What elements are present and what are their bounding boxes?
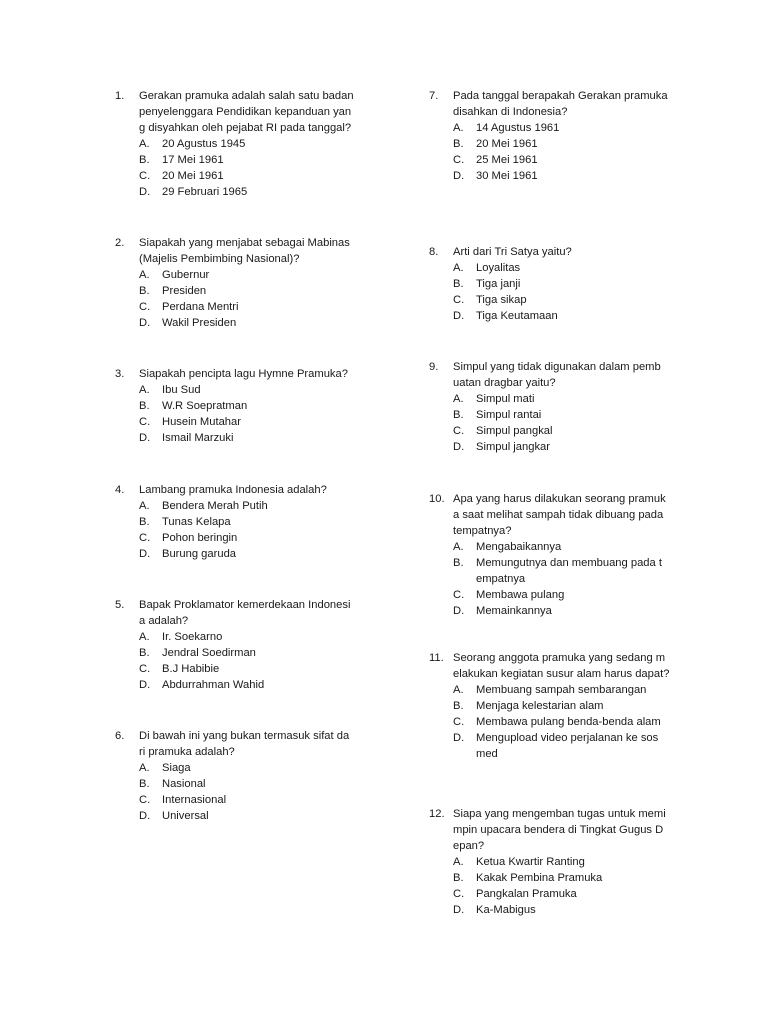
option-letter: B. bbox=[139, 285, 150, 297]
question-number: 9. bbox=[429, 361, 439, 373]
option-text-line: 30 Mei 1961 bbox=[476, 170, 538, 182]
option-letter: B. bbox=[453, 138, 464, 150]
option-text-line: med bbox=[476, 748, 498, 760]
question-text-line: Lambang pramuka Indonesia adalah? bbox=[139, 484, 327, 496]
question-text-line: mpin upacara bendera di Tingkat Gugus D bbox=[453, 824, 664, 836]
answer-option bbox=[429, 539, 666, 555]
option-letter: B. bbox=[453, 700, 464, 712]
option-letter: B. bbox=[453, 409, 464, 421]
option-text-line: Husein Mutahar bbox=[162, 416, 241, 428]
option-text bbox=[162, 168, 224, 184]
question-stem bbox=[115, 597, 350, 629]
question-text-line: Siapa yang mengemban tugas untuk memi bbox=[453, 808, 666, 820]
option-text-line: Kakak Pembina Pramuka bbox=[476, 872, 603, 884]
option-text-line: Burung garuda bbox=[162, 548, 237, 560]
question-item bbox=[429, 491, 666, 619]
question-stem bbox=[115, 728, 349, 760]
option-letter: A. bbox=[139, 269, 150, 281]
question-item bbox=[115, 366, 348, 446]
option-text bbox=[476, 555, 662, 587]
answer-option bbox=[115, 498, 327, 514]
option-text bbox=[476, 407, 541, 423]
answer-option bbox=[115, 776, 349, 792]
option-text-line: Memainkannya bbox=[476, 605, 552, 617]
answer-option bbox=[115, 792, 349, 808]
answer-option bbox=[429, 870, 666, 886]
answer-option bbox=[429, 136, 668, 152]
option-text-line: Wakil Presiden bbox=[162, 317, 237, 329]
option-text bbox=[476, 308, 558, 324]
question-number: 8. bbox=[429, 246, 439, 258]
question-text bbox=[139, 366, 348, 382]
option-text bbox=[476, 886, 577, 902]
option-text-line: Memungutnya dan membuang pada t bbox=[476, 557, 662, 569]
option-letter: B. bbox=[139, 154, 150, 166]
answer-option bbox=[429, 308, 572, 324]
option-letter: D. bbox=[453, 170, 465, 182]
question-text bbox=[139, 482, 327, 498]
answer-option bbox=[429, 407, 661, 423]
answer-option bbox=[115, 514, 327, 530]
option-text-line: 20 Mei 1961 bbox=[162, 170, 224, 182]
option-letter: C. bbox=[139, 301, 151, 313]
option-text-line: Ka-Mabigus bbox=[476, 904, 536, 916]
option-letter: C. bbox=[139, 794, 151, 806]
option-letter: A. bbox=[453, 541, 464, 553]
option-letter: B. bbox=[453, 872, 464, 884]
option-text-line: Simpul rantai bbox=[476, 409, 542, 421]
answer-option bbox=[115, 152, 354, 168]
option-text-line: Presiden bbox=[162, 285, 207, 297]
answer-option bbox=[115, 299, 350, 315]
option-text bbox=[162, 283, 206, 299]
option-text-line: Nasional bbox=[162, 778, 206, 790]
option-text bbox=[162, 152, 224, 168]
option-text bbox=[476, 870, 602, 886]
question-text-line: penyelenggara Pendidikan kepanduan yan bbox=[139, 106, 352, 118]
answer-option bbox=[115, 267, 350, 283]
question-text-line: Di bawah ini yang bukan termasuk sifat da bbox=[139, 730, 350, 742]
option-text bbox=[162, 414, 241, 430]
option-text-line: Menjaga kelestarian alam bbox=[476, 700, 604, 712]
option-text-line: W.R Soepratman bbox=[162, 400, 248, 412]
answer-option bbox=[429, 439, 661, 455]
option-text-line: Mengabaikannya bbox=[476, 541, 562, 553]
option-letter: D. bbox=[453, 732, 465, 744]
option-letter: C. bbox=[139, 532, 151, 544]
option-text-line: 17 Mei 1961 bbox=[162, 154, 224, 166]
question-text-line: elakukan kegiatan susur alam harus dapat? bbox=[453, 668, 670, 680]
option-letter: D. bbox=[139, 186, 151, 198]
option-letter: C. bbox=[453, 294, 465, 306]
option-text-line: Ir. Soekarno bbox=[162, 631, 223, 643]
answer-option bbox=[429, 391, 661, 407]
option-text-line: Tunas Kelapa bbox=[162, 516, 231, 528]
option-letter: B. bbox=[453, 278, 464, 290]
option-text bbox=[476, 587, 564, 603]
answer-option bbox=[429, 587, 666, 603]
question-number: 1. bbox=[115, 90, 125, 102]
option-text bbox=[476, 539, 561, 555]
answer-option bbox=[429, 854, 666, 870]
question-text bbox=[453, 88, 668, 120]
option-text bbox=[162, 776, 206, 792]
option-text bbox=[476, 168, 538, 184]
option-text bbox=[476, 120, 559, 136]
answer-option bbox=[429, 902, 666, 918]
option-text-line: Ibu Sud bbox=[162, 384, 201, 396]
option-text-line: Ismail Marzuki bbox=[162, 432, 234, 444]
option-text bbox=[476, 391, 534, 407]
answer-option bbox=[115, 382, 348, 398]
option-letter: A. bbox=[453, 262, 464, 274]
option-text bbox=[162, 398, 247, 414]
option-text-line: 20 Agustus 1945 bbox=[162, 138, 246, 150]
option-text bbox=[162, 760, 191, 776]
question-text-line: Siapakah yang menjabat sebagai Mabinas bbox=[139, 237, 350, 249]
question-item bbox=[115, 597, 350, 693]
question-number: 3. bbox=[115, 368, 125, 380]
option-text bbox=[162, 629, 222, 645]
option-letter: B. bbox=[139, 400, 150, 412]
question-text-line: Seorang anggota pramuka yang sedang m bbox=[453, 652, 666, 664]
option-text-line: Simpul jangkar bbox=[476, 441, 550, 453]
option-text bbox=[162, 661, 219, 677]
answer-option bbox=[115, 546, 327, 562]
question-text-line: Simpul yang tidak digunakan dalam pemb bbox=[453, 361, 661, 373]
question-text-line: tempatnya? bbox=[453, 525, 512, 537]
option-text bbox=[162, 677, 264, 693]
question-text-line: Gerakan pramuka adalah salah satu badan bbox=[139, 90, 354, 102]
question-stem bbox=[429, 244, 572, 260]
option-letter: D. bbox=[139, 317, 151, 329]
question-stem bbox=[115, 88, 354, 136]
question-text-line: uatan dragbar yaitu? bbox=[453, 377, 556, 389]
question-text bbox=[453, 806, 666, 854]
question-item bbox=[115, 482, 327, 562]
option-letter: A. bbox=[139, 384, 150, 396]
option-text bbox=[162, 808, 209, 824]
option-text-line: empatnya bbox=[476, 573, 526, 585]
answer-option bbox=[429, 260, 572, 276]
option-text-line: Gubernur bbox=[162, 269, 210, 281]
question-text-line: Pada tanggal berapakah Gerakan pramuka bbox=[453, 90, 668, 102]
answer-option bbox=[115, 645, 350, 661]
question-number: 4. bbox=[115, 484, 125, 496]
option-letter: D. bbox=[453, 605, 465, 617]
question-item bbox=[429, 244, 572, 324]
option-letter: C. bbox=[453, 425, 465, 437]
option-letter: C. bbox=[453, 154, 465, 166]
question-stem bbox=[429, 88, 668, 120]
answer-option bbox=[115, 808, 349, 824]
option-letter: C. bbox=[139, 416, 151, 428]
answer-option bbox=[115, 760, 349, 776]
question-item bbox=[115, 728, 349, 824]
option-text bbox=[476, 603, 552, 619]
option-text bbox=[476, 260, 520, 276]
option-letter: A. bbox=[453, 393, 464, 405]
question-text-line: g disyahkan oleh pejabat RI pada tanggal? bbox=[139, 122, 352, 134]
option-text-line: Tiga Keutamaan bbox=[476, 310, 558, 322]
question-text-line: a adalah? bbox=[139, 615, 189, 627]
answer-option bbox=[429, 603, 666, 619]
option-text-line: 20 Mei 1961 bbox=[476, 138, 538, 150]
option-text bbox=[476, 714, 661, 730]
option-text-line: Universal bbox=[162, 810, 209, 822]
answer-option bbox=[429, 276, 572, 292]
option-text-line: Simpul pangkal bbox=[476, 425, 553, 437]
option-letter: A. bbox=[453, 856, 464, 868]
question-number: 12. bbox=[429, 808, 445, 820]
option-letter: B. bbox=[139, 778, 150, 790]
option-letter: C. bbox=[453, 888, 465, 900]
answer-option bbox=[115, 629, 350, 645]
option-text-line: Perdana Mentri bbox=[162, 301, 239, 313]
answer-option bbox=[115, 184, 354, 200]
option-text bbox=[162, 792, 226, 808]
option-text bbox=[476, 276, 520, 292]
question-text bbox=[139, 235, 350, 267]
question-stem bbox=[115, 482, 327, 498]
option-letter: C. bbox=[139, 663, 151, 675]
option-text bbox=[162, 430, 233, 446]
option-text-line: Tiga sikap bbox=[476, 294, 527, 306]
option-letter: D. bbox=[453, 310, 465, 322]
answer-option bbox=[429, 120, 668, 136]
question-item bbox=[429, 359, 661, 455]
option-letter: D. bbox=[139, 432, 151, 444]
option-letter: C. bbox=[453, 716, 465, 728]
option-text-line: 29 Februari 1965 bbox=[162, 186, 248, 198]
option-text-line: Membuang sampah sembarangan bbox=[476, 684, 647, 696]
option-text-line: 14 Agustus 1961 bbox=[476, 122, 560, 134]
question-number: 5. bbox=[115, 599, 125, 611]
question-stem bbox=[429, 491, 666, 539]
option-letter: D. bbox=[139, 810, 151, 822]
answer-option bbox=[115, 283, 350, 299]
option-text-line: Pohon beringin bbox=[162, 532, 238, 544]
option-letter: A. bbox=[453, 684, 464, 696]
option-text bbox=[162, 382, 201, 398]
option-text bbox=[162, 645, 256, 661]
option-letter: A. bbox=[139, 762, 150, 774]
question-item bbox=[429, 650, 669, 762]
question-stem bbox=[429, 359, 661, 391]
question-text-line: Apa yang harus dilakukan seorang pramuk bbox=[453, 493, 666, 505]
option-text bbox=[162, 315, 236, 331]
option-text-line: Abdurrahman Wahid bbox=[162, 679, 265, 691]
question-text bbox=[453, 244, 572, 260]
question-text bbox=[139, 597, 350, 629]
answer-option bbox=[115, 661, 350, 677]
option-letter: D. bbox=[139, 679, 151, 691]
option-text bbox=[476, 902, 536, 918]
option-text bbox=[476, 698, 603, 714]
option-text-line: Ketua Kwartir Ranting bbox=[476, 856, 585, 868]
option-letter: A. bbox=[139, 631, 150, 643]
question-item bbox=[429, 88, 668, 184]
question-text-line: epan? bbox=[453, 840, 485, 852]
option-text-line: Simpul mati bbox=[476, 393, 535, 405]
question-number: 11. bbox=[429, 652, 444, 664]
option-text bbox=[476, 423, 553, 439]
option-text bbox=[476, 152, 538, 168]
option-letter: B. bbox=[139, 516, 150, 528]
question-text-line: ri pramuka adalah? bbox=[139, 746, 235, 758]
question-item bbox=[115, 88, 354, 200]
option-text-line: Bendera Merah Putih bbox=[162, 500, 268, 512]
question-text-line: Siapakah pencipta lagu Hymne Pramuka? bbox=[139, 368, 348, 380]
option-text bbox=[162, 546, 236, 562]
question-text bbox=[453, 650, 669, 682]
answer-option bbox=[115, 398, 348, 414]
option-text-line: Mengupload video perjalanan ke sos bbox=[476, 732, 659, 744]
option-text bbox=[162, 498, 268, 514]
question-text bbox=[453, 359, 661, 391]
question-stem bbox=[429, 650, 669, 682]
question-number: 7. bbox=[429, 90, 439, 102]
answer-option bbox=[429, 682, 669, 698]
question-item bbox=[115, 235, 350, 331]
option-text-line: Tiga janji bbox=[476, 278, 521, 290]
answer-option bbox=[115, 414, 348, 430]
question-text bbox=[139, 728, 349, 760]
answer-option bbox=[115, 530, 327, 546]
option-text-line: Internasional bbox=[162, 794, 227, 806]
option-letter: B. bbox=[453, 557, 464, 569]
option-text bbox=[476, 682, 646, 698]
option-text-line: Jendral Soedirman bbox=[162, 647, 256, 659]
option-text bbox=[476, 730, 658, 762]
option-text-line: Pangkalan Pramuka bbox=[476, 888, 577, 900]
answer-option bbox=[115, 677, 350, 693]
option-text bbox=[162, 184, 247, 200]
question-text bbox=[453, 491, 666, 539]
option-letter: D. bbox=[453, 904, 465, 916]
question-item bbox=[429, 806, 666, 918]
option-text bbox=[476, 292, 527, 308]
option-letter: C. bbox=[139, 170, 151, 182]
answer-option bbox=[429, 292, 572, 308]
option-text bbox=[476, 439, 550, 455]
answer-option bbox=[429, 886, 666, 902]
option-text-line: Membawa pulang bbox=[476, 589, 565, 601]
option-letter: B. bbox=[139, 647, 150, 659]
answer-option bbox=[429, 152, 668, 168]
question-text-line: (Majelis Pembimbing Nasional)? bbox=[139, 253, 300, 265]
question-stem bbox=[115, 235, 350, 267]
question-text-line: disahkan di Indonesia? bbox=[453, 106, 568, 118]
question-text-line: Arti dari Tri Satya yaitu? bbox=[453, 246, 572, 258]
question-stem bbox=[115, 366, 348, 382]
answer-option bbox=[115, 168, 354, 184]
question-text-line: Bapak Proklamator kemerdekaan Indonesi bbox=[139, 599, 351, 611]
option-text-line: 25 Mei 1961 bbox=[476, 154, 538, 166]
option-text-line: Loyalitas bbox=[476, 262, 521, 274]
option-text bbox=[162, 136, 245, 152]
answer-option bbox=[115, 136, 354, 152]
answer-option bbox=[429, 730, 669, 762]
question-number: 10. bbox=[429, 493, 445, 505]
option-text bbox=[476, 136, 538, 152]
option-letter: A. bbox=[139, 500, 150, 512]
option-text bbox=[476, 854, 585, 870]
question-text bbox=[139, 88, 354, 136]
answer-option bbox=[429, 423, 661, 439]
option-text bbox=[162, 267, 209, 283]
question-number: 2. bbox=[115, 237, 125, 249]
question-number: 6. bbox=[115, 730, 125, 742]
question-stem bbox=[429, 806, 666, 854]
option-letter: A. bbox=[139, 138, 150, 150]
answer-option bbox=[429, 714, 669, 730]
option-letter: A. bbox=[453, 122, 464, 134]
answer-option bbox=[429, 555, 666, 587]
option-letter: D. bbox=[453, 441, 465, 453]
option-letter: D. bbox=[139, 548, 151, 560]
question-text-line: a saat melihat sampah tidak dibuang pada bbox=[453, 509, 664, 521]
answer-option bbox=[115, 315, 350, 331]
option-text-line: Siaga bbox=[162, 762, 191, 774]
option-text-line: Membawa pulang benda-benda alam bbox=[476, 716, 661, 728]
option-text bbox=[162, 514, 231, 530]
option-text-line: B.J Habibie bbox=[162, 663, 220, 675]
option-text bbox=[162, 299, 239, 315]
answer-option bbox=[429, 698, 669, 714]
option-text bbox=[162, 530, 237, 546]
answer-option bbox=[429, 168, 668, 184]
option-letter: C. bbox=[453, 589, 465, 601]
answer-option bbox=[115, 430, 348, 446]
